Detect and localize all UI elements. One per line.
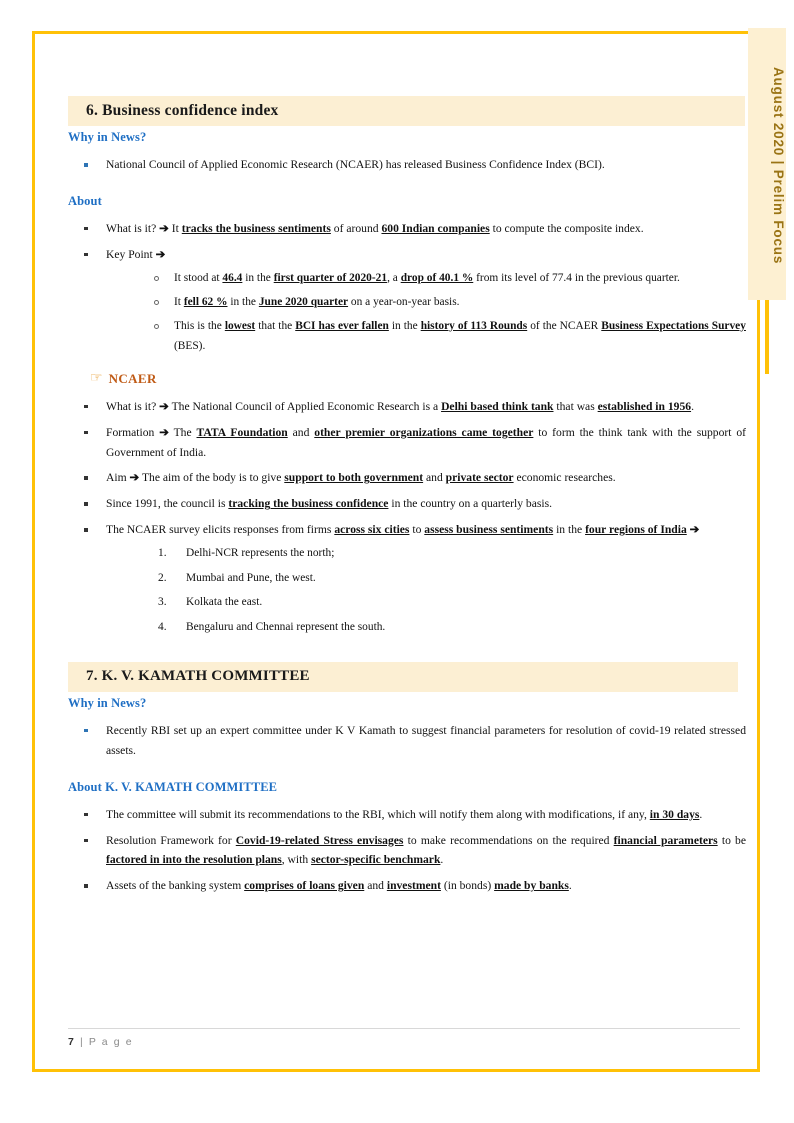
text-fragment: to form the think tank with the support of Government of India. [106,425,747,459]
why-in-news-list-1 [68,155,748,175]
text-fragment: from its level of 77.4 in the previous quarter. [476,271,680,284]
text-fragment: . [699,807,703,821]
text-fragment: and [292,425,310,439]
list-item [142,269,746,289]
text-fragment: . [691,399,694,413]
section-heading-business-confidence-index [68,96,745,126]
emphasis-text: in 30 days [649,807,700,821]
text-fragment: on a year-on-year basis. [350,295,460,308]
lead-label: Key Point [106,247,153,261]
list-item: National Council of Applied Economic Research (NCAER) has released Business Confidence Index (BCI). [68,155,748,175]
ncaer-heading-text: NCAER [108,370,157,386]
text-fragment: , a [387,271,398,284]
text-fragment: Since 1991, the council is [106,497,226,511]
text-fragment: Assets of the banking system [106,879,242,893]
lead-label: Aim [106,471,127,485]
emphasis-text: history of 113 Rounds [420,319,528,332]
text-fragment: This is the [174,319,222,332]
text-fragment: that was [556,399,595,413]
subheading-about-1: About [68,193,102,208]
list-item [142,293,746,313]
text-fragment: of around [333,221,379,235]
arrow-icon: ➔ [155,247,166,261]
list-item-resolution-framework [68,831,748,871]
list-item: Bengaluru and Chennai represent the south. [186,621,386,634]
footer-separator: | [79,1036,85,1048]
emphasis-text: across six cities [334,523,410,537]
text-fragment: to compute the composite index. [492,221,644,235]
list-item-survey-cities [68,520,748,637]
list-item: Delhi-NCR represents the north; [186,547,335,560]
emphasis-text: financial parameters [613,833,718,847]
document-content [68,96,748,902]
text-fragment: and [426,471,443,485]
text-fragment: that the [258,319,293,332]
emphasis-text: tracking the business confidence [228,497,389,511]
section-heading-text: 6. Business confidence index [86,102,279,119]
text-fragment: in the [245,271,271,284]
subheading-why-in-news-2: Why in News? [68,695,147,710]
emphasis-text: support to both government [284,471,424,485]
list-item-ncaer-what-is-it [68,397,748,417]
emphasis-text: factored in into the resolution plans [106,853,282,867]
emphasis-text: fell 62 % [183,295,228,308]
emphasis-text: tracks the business sentiments [181,221,331,235]
footer-page-number: 7 [68,1036,76,1048]
text-fragment: . [568,879,572,893]
list-item-key-point [68,245,748,357]
text-fragment: economic researches. [516,471,616,485]
emphasis-text: made by banks [494,879,569,893]
text-fragment: The aim of the body is to give [141,471,282,485]
emphasis-text: Business Expectations Survey [601,319,746,332]
emphasis-text: assess business sentiments [424,523,554,537]
list-item-aim [68,468,748,488]
ncaer-subsection-heading [90,371,748,387]
text-fragment: and [367,879,384,893]
emphasis-text: 600 Indian companies [381,221,490,235]
arrow-icon: ➔ [689,523,700,537]
pointing-hand-icon: ☞ [90,370,103,386]
list-item-recommendations [68,805,748,825]
text-fragment: The [173,425,192,439]
list-item-since-1991 [68,494,748,514]
emphasis-text: June 2020 quarter [258,295,349,308]
emphasis-text: other premier organizations came together [314,425,534,439]
text-fragment: in the [230,295,256,308]
text-fragment: It stood at [174,271,220,284]
list-item: Mumbai and Pune, the west. [186,571,316,584]
emphasis-text: BCI has ever fallen [295,319,389,332]
text-fragment: It [171,221,179,235]
footer-divider [68,1028,740,1029]
text-fragment: to be [721,833,746,847]
list-item-formation [68,423,748,463]
text-fragment: (BES). [174,339,206,352]
arrow-icon: ➔ [159,399,169,413]
footer-page-word: P a g e [88,1036,134,1048]
text-fragment: The NCAER survey elicits responses from firms [106,523,332,537]
about-list-2 [68,805,748,897]
lead-label: Formation [106,425,155,439]
emphasis-text: sector-specific benchmark [311,853,441,867]
section-heading-kv-kamath-committee [68,662,738,692]
subheading-about-2: About K. V. KAMATH COMMITTEE [68,779,278,794]
text-fragment: , with [281,853,309,867]
text-fragment: to make recommendations on the required [407,833,610,847]
emphasis-text: Delhi based think tank [441,399,554,413]
list-item: Recently RBI set up an expert committee under K V Kamath to suggest financial parameters for resolution of covid-19 related stressed assets. [68,721,748,761]
emphasis-text: Covid-19-related Stress envisages [235,833,404,847]
emphasis-text: comprises of loans given [244,879,365,893]
lead-label: What is it? [106,221,157,235]
list-item: Kolkata the east. [186,596,263,609]
emphasis-text: 46.4 [222,271,243,284]
text-fragment: in the [391,319,418,332]
footer-page-label [68,1036,740,1048]
text-fragment: (in bonds) [443,879,492,893]
list-item-what-is-it [68,219,748,239]
emphasis-text: first quarter of 2020-21 [273,271,388,284]
page-footer [68,1028,740,1048]
about-list-1 [68,219,748,357]
emphasis-text: private sector [445,471,514,485]
text-fragment: . [440,853,444,867]
why-in-news-list-2 [68,721,748,761]
side-tab-ribbon [748,28,786,300]
text-fragment: The National Council of Applied Economic Research is a [171,399,439,413]
emphasis-text: established in 1956 [597,399,692,413]
text-fragment: to [412,523,422,537]
lead-label: What is it? [106,399,157,413]
emphasis-text: four regions of India [585,523,687,537]
arrow-icon: ➔ [159,221,169,235]
subheading-why-in-news-1: Why in News? [68,130,147,144]
regions-numbered-list [150,544,746,637]
list-item-bank-assets [68,876,748,896]
text-fragment: The committee will submit its recommendations to the RBI, which will notify them along with modifications, if any, [106,807,647,821]
text-fragment: It [174,295,181,308]
text-fragment: Resolution Framework for [106,833,232,847]
list-item [142,317,746,357]
ncaer-list [68,397,748,638]
side-tab-label: August 2020 | Prelim Focus [771,67,786,265]
arrow-icon: ➔ [129,471,140,485]
text-fragment: in the country on a quarterly basis. [391,497,553,511]
arrow-icon: ➔ [159,425,169,439]
emphasis-text: TATA Foundation [196,425,288,439]
emphasis-text: drop of 40.1 % [400,271,474,284]
text-fragment: in the [556,523,583,537]
text-fragment: of the NCAER [530,319,599,332]
side-tab-stem [765,298,769,374]
emphasis-text: investment [386,879,441,893]
section-heading-text: 7. K. V. KAMATH COMMITTEE [86,668,310,685]
emphasis-text: lowest [224,319,256,332]
key-point-sublist [142,269,746,357]
